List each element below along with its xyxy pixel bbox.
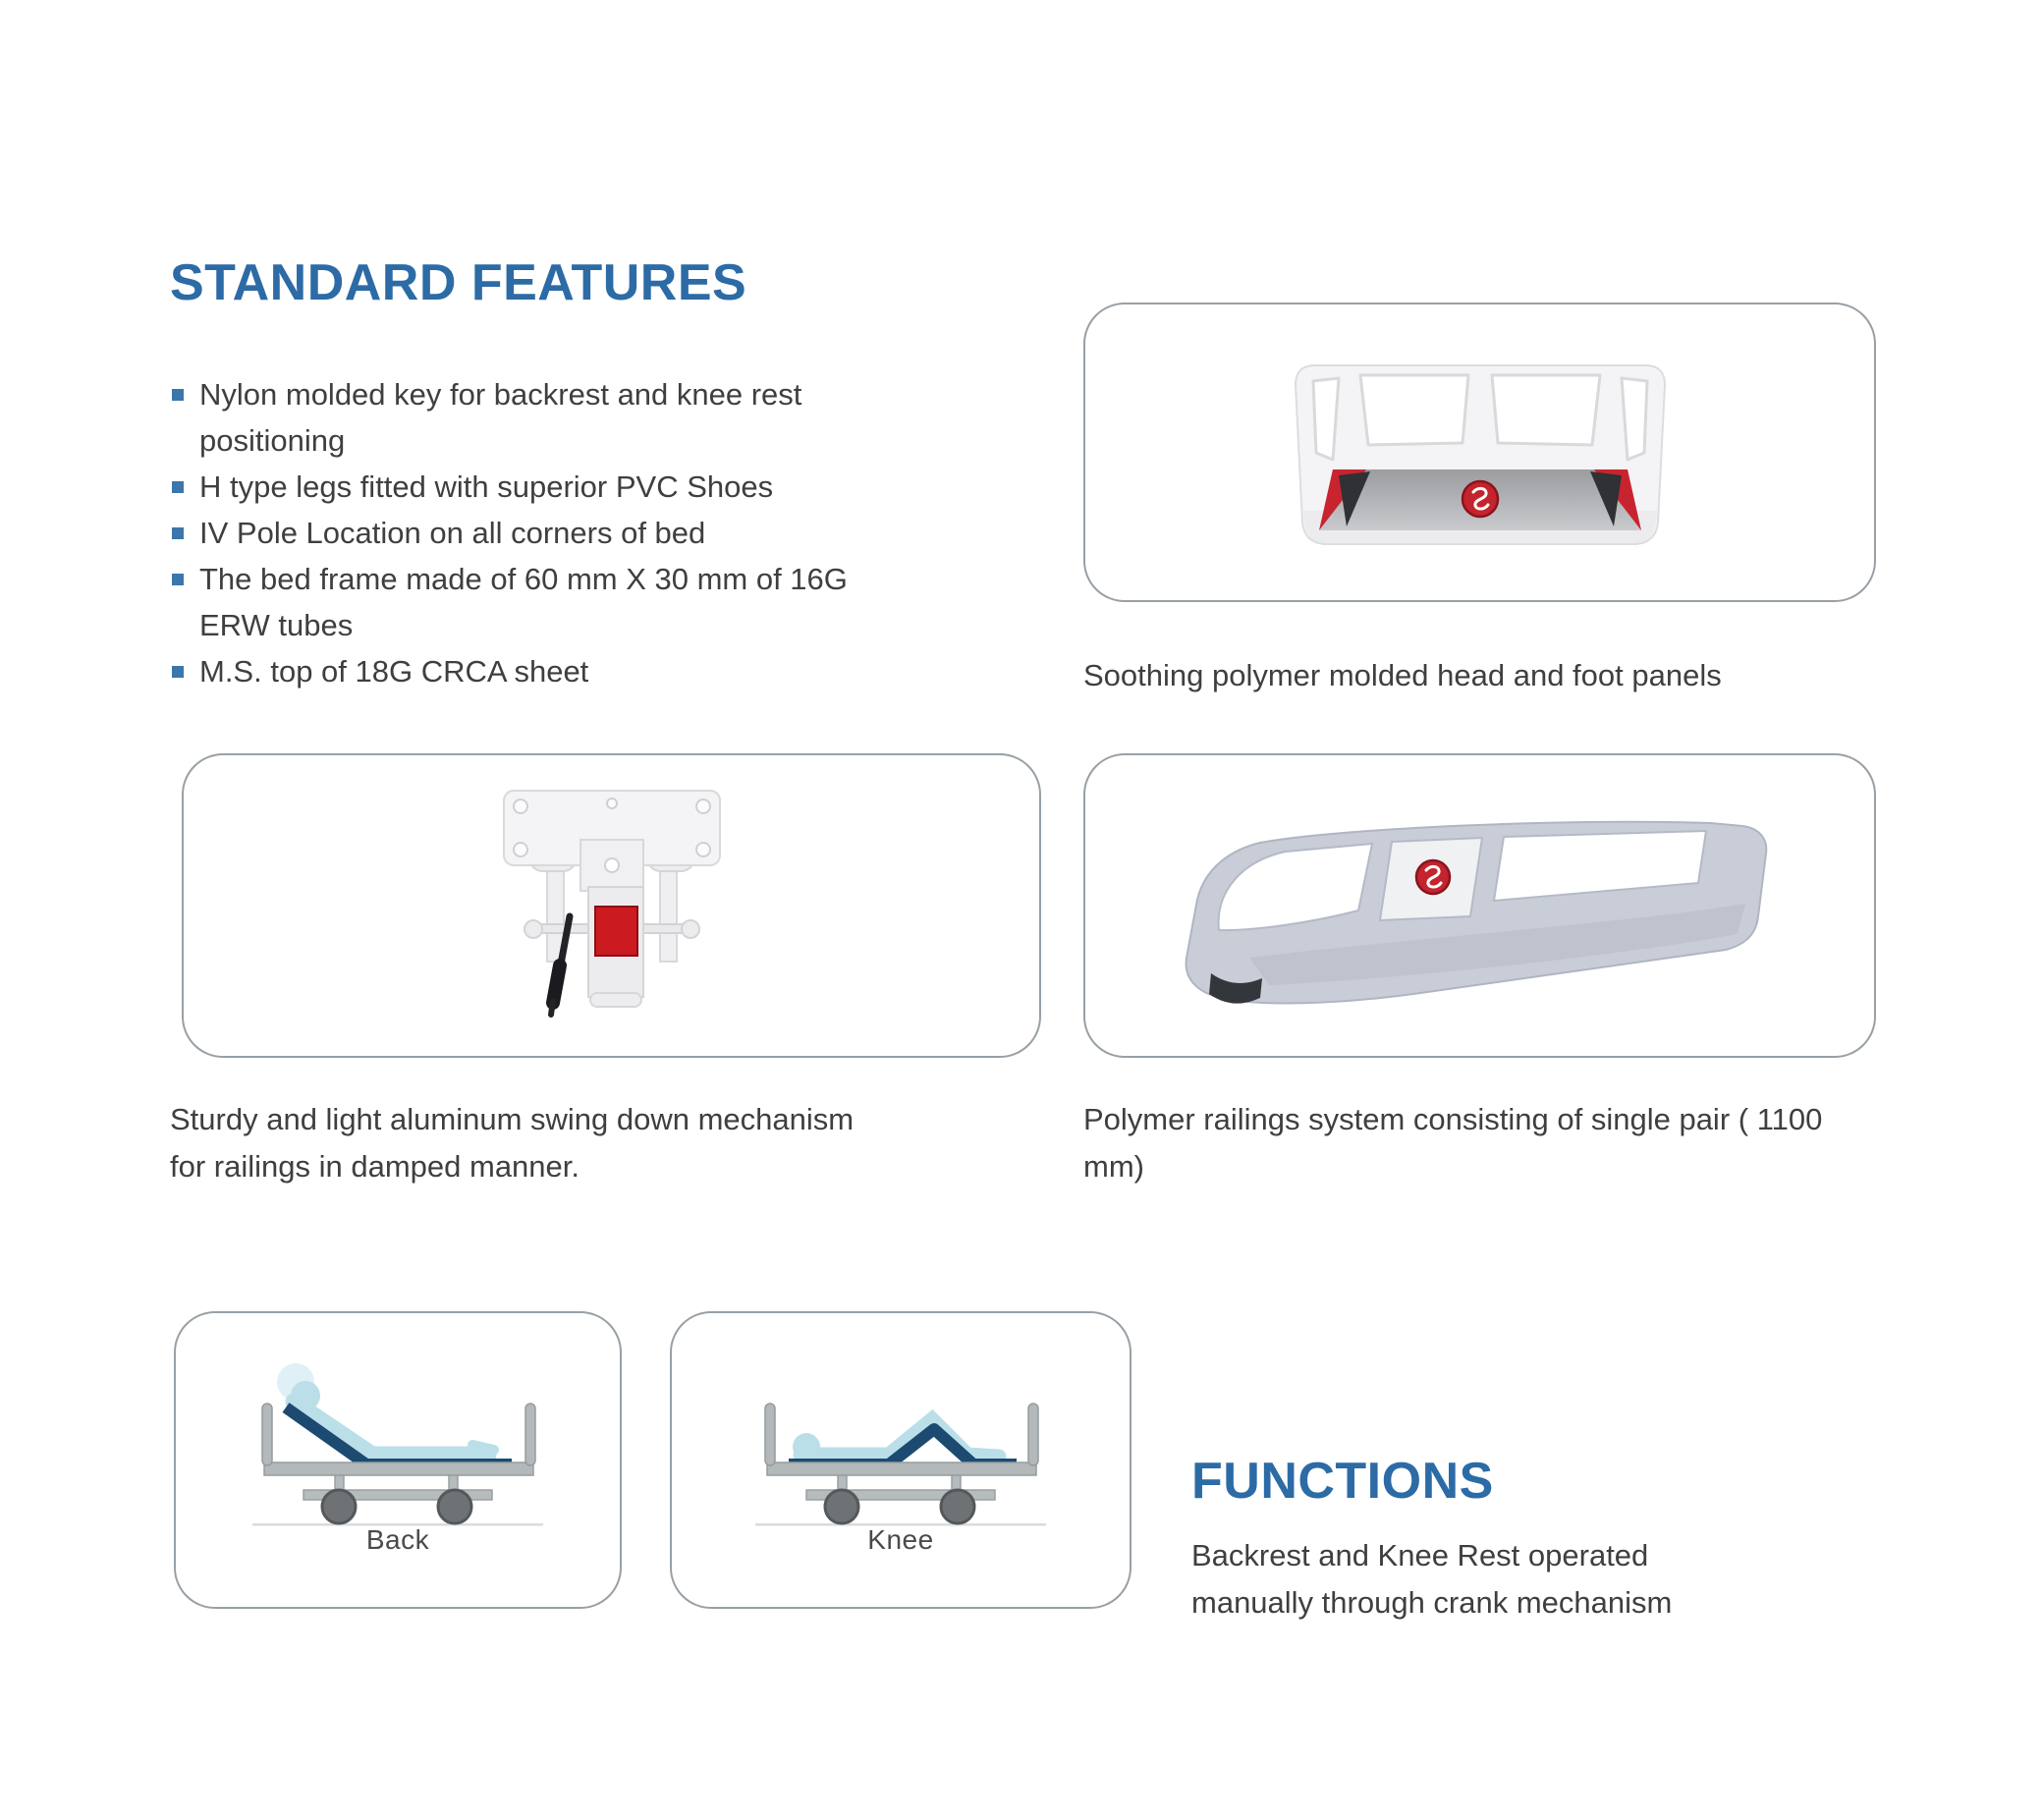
list-item: [172, 556, 884, 648]
knee-label: Knee: [867, 1524, 934, 1555]
card-head-panel: [1083, 303, 1876, 602]
list-item: [172, 648, 884, 694]
standard-features-list: [172, 371, 884, 694]
card-back-function: [174, 1311, 622, 1609]
feature-text: M.S. top of 18G CRCA sheet: [199, 654, 589, 689]
card-railing: [1083, 753, 1876, 1058]
bullet-square-icon: [172, 666, 184, 678]
brand-logo-icon: [1416, 860, 1450, 894]
bullet-square-icon: [172, 389, 184, 401]
card-knee-function: [670, 1311, 1131, 1609]
functions-title: FUNCTIONS: [1191, 1453, 1494, 1510]
functions-description: Backrest and Knee Rest operated manually through crank mechanism: [1191, 1538, 1673, 1620]
list-item: [172, 371, 884, 464]
feature-text: IV Pole Location on all corners of bed: [199, 516, 706, 550]
card-swing-mechanism: [182, 753, 1041, 1058]
head-panel-illustration: [1274, 342, 1686, 568]
bullet-square-icon: [172, 574, 184, 585]
list-item: [172, 464, 884, 510]
feature-text: H type legs fitted with superior PVC Shoes: [199, 469, 774, 504]
feature-text: Nylon molded key for backrest and knee rest positioning: [199, 377, 802, 458]
railing-illustration: [1156, 791, 1804, 1026]
brand-logo-icon: [1463, 481, 1498, 517]
back-position-illustration: [241, 1345, 555, 1551]
bullet-square-icon: [172, 481, 184, 493]
knee-position-illustration: [744, 1345, 1058, 1551]
swing-mechanism-caption: Sturdy and light aluminum swing down mechanism for railings in damped manner.: [170, 1102, 855, 1184]
head-panel-caption: Soothing polymer molded head and foot panels: [1083, 658, 1722, 692]
list-item: [172, 510, 884, 556]
bullet-square-icon: [172, 527, 184, 539]
feature-text: The bed frame made of 60 mm X 30 mm of 16G ERW tubes: [199, 562, 848, 642]
back-label: Back: [365, 1524, 430, 1555]
railing-caption: Polymer railings system consisting of single pair ( 1100 mm): [1083, 1102, 1823, 1184]
standard-features-title: STANDARD FEATURES: [170, 254, 747, 311]
swing-mechanism-illustration: [465, 777, 759, 1032]
